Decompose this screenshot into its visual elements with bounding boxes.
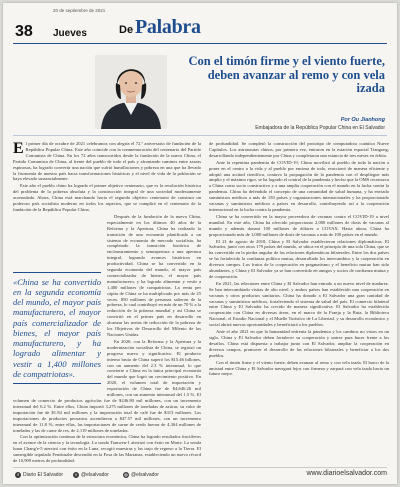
website-link[interactable]: www.diarioelsalvador.com	[306, 470, 387, 477]
paragraph: El 21 de agosto de 2018, China y El Salvador establecieron relaciones diplomáticas. El Salvador, junto con otros 179 países del mundo, se ubica en el principio de una sola China, que se ha convertido en la piedra angular de las relaciones diplomáticas bilaterales. Entre los dos países se ha fortalecido la confianza política mutua, desarrollado los intercambios y la cooperación en diversos campos. Los frutos de la cooperación en pragmatismo y el beneficio mutuo han sido abundantes, y China y El Salvador ya se han convertido en amigos y socios de confianza mutua y de cooperación.	[209, 238, 389, 279]
paragraph: Ante el año 2021 en que la humanidad enfrenta la pandemia y los cambios no vistos en un siglo, China y El Salvador deben fortalecer su cooperación y unirse para hacer frente a los desafíos. China está dispuesta a trabajar junto con El Salvador, ampliar la cooperación en diversos campos, promover el desarrollo de las relaciones bilaterales y beneficiar a los dos pueblos.	[209, 329, 389, 358]
paragraph: Este año el pueblo chino ha logrado el primer objetivo centenario, que es la resolución histórica del problema de la pobreza absoluta y la construcción integral de una sociedad modestamente acomodada. Ahora, China está marchando hacia el segundo objetivo centenario de construir un poderoso país socialista moderno en todos los aspectos, que se cumplirá en el centenario de la fundación de la República Popular China.	[13, 183, 201, 212]
article-column-2	[209, 141, 389, 463]
facebook-icon: f	[15, 472, 21, 478]
paragraph: l primer día de octubre de 2021 celebramos con alegría el 72.º aniversario de fundación de la República Popular China. Este año coincide con la conmemoración del centenario del Partido Comunista de China. En los 72 años transcurridos desde la fundación de la nueva China, el Partido Comunista de China, al frente del pueblo de todo el país y afrontando caminos entre zarzas espinosas, ha logrado convertir una nación que sufrió humillaciones y pobreza en una que ha llevado la fisonomía de nuestro país hacia transformaciones históricas y el nivel de vida de la población se haya elevado sustancialmente.	[13, 141, 201, 182]
facebook-handle: Diario El Salvador	[23, 472, 64, 478]
page-number: 38	[15, 23, 33, 40]
instagram-icon: ◎	[124, 472, 128, 477]
page-footer	[15, 471, 387, 481]
section-logo-title: Palabra	[135, 16, 201, 38]
instagram-handle: @elsalvador	[131, 472, 159, 478]
drop-cap: E	[13, 141, 24, 157]
footer-instagram[interactable]	[123, 472, 159, 478]
twitter-handle: @elsalvador	[81, 472, 109, 478]
footer-twitter[interactable]	[73, 472, 109, 478]
footer-divider	[13, 467, 387, 468]
paragraph: En 2020, con la Reforma y la Apertura y la modernización socialista de China, se registró un progreso nuevo y significativo. El producto interno bruto de China superó los $15.46 billones, con un aumento del 2.3 % interanual, lo que convierte a China en la única principal economía del mundo que logró un crecimiento positivo. En 2020, el volumen total de importación y exportación de China fue de $4,646.26 mil millones, con un aumento interanual del 1.5 %. El volumen de comercio de productos agrícolas fue de $246.80 mil millones, con un incremento interanual del 6.2 %. Entre ellos, China importó 3,275 millones de toneladas de azúcar, su valor de importación fue de $1.84 mil millones y la importación total de café fue de $313 millones. Las importaciones de productos pecuarios ascendieron a $47.57 mil millones, con un incremento interanual de 11.8 %; entre ellas, las importaciones de carne de cerdo fueron de 4,304 millones de toneladas y las de carne de res, de 2,119 millones de toneladas.	[13, 338, 201, 433]
header-divider	[13, 43, 387, 44]
article-headline: Con el timón firme y el viento fuerte, deben avanzar al remo y con vela izada	[188, 54, 385, 95]
newspaper-page	[3, 3, 397, 484]
author-byline: Por Ou Jianhong	[340, 117, 385, 123]
weekday-label: Jueves	[53, 28, 87, 39]
article-column-1	[13, 141, 201, 463]
paragraph: Con el timón firme y el viento fuerte, deben avanzar al remo y con vela izada. El barco de la amistad entre China y El Salvador navegará lejos con firmeza y zarpará con vela izada hacia un futuro mejor.	[209, 359, 389, 377]
pull-quote: «China se ha convertido en la segunda economía del mundo, el mayor país manufacturero, el mayor país comercializador de bienes, el mayor país manufacturero, y ha logrado alimentar y vestir a 1,400 millones de compatriotas».	[13, 272, 101, 384]
paragraph: Ante la repentina pandemia de COVID-19, China movilizó al pueblo de toda la nación a poner en el centro a la vida y al pueblo por encima de todo, reaccionó de manera eficiente y adoptó una actitud científica, contuvo la propagación de la pandemia con el despliegue más amplio y el máximo rigor, se ha logrado el control de la pandemia y hecho que la OMS reconozca a China como socio constructivo y a una amplia cooperación con el mundo en la lucha contra la pandemia. China ha defendido el concepto de una comunidad de salud humana, y ha enviado suministros médicos a más de 150 países y organizaciones internacionales y ha proporcionado vacunas y suministros médicos a países en desarrollo, contribuyendo así a la cooperación internacional en la lucha contra la pandemia.	[209, 159, 389, 212]
pull-quote-box	[13, 272, 101, 394]
paragraph: de profundidad. Se completó la construcción del prototipo de computadora cuántica Nueve Capítulos. Los astronautas chinos, por primera vez, entraron en la estación espacial Tiangong, desarrollando independientemente por China y completaron una estancia de tres meses en órbita.	[209, 141, 389, 158]
author-photo	[95, 55, 167, 129]
headline-divider	[13, 135, 387, 136]
paragraph: En 2021, las relaciones entre China y El Salvador han entrado a un nuevo nivel de madurez. Se han intercambiado visitas de alto nivel, y ambos países han establecido una cooperación en vacunas y otros productos sanitarios. China ha donado a El Salvador una gran cantidad de vacunas y suministros médicos, fortaleciendo el sistema de salud del país. El comercio bilateral entre China y El Salvador ha crecido de manera significativa. El Salvador ha establecido cooperación con China en diversas áreas, en el marco de la Franja y la Ruta, la Biblioteca Nacional, el Estadio Nacional y el Muelle Turístico de La Libertad, y su desarrollo económico y social abrirá nuevas oportunidades y beneficiará a los pueblos.	[209, 280, 389, 328]
byline-block	[203, 117, 385, 131]
section-logo	[119, 17, 229, 39]
paragraph: Después de la fundación de la nueva China, especialmente en los últimos 40 años de la Reforma y la Apertura, China ha realizado la transición de una economía planificada a un sistema de economía de mercado socialista, ha completado la transición histórica de enclaustramiento y semiapertura a una apertura integral, logrando avances históricos en productividad. China se ha convertido en la segunda economía del mundo, el mayor país comercializador de bienes, el mayor país manufacturero, y ha logrado alimentar y vestir a 1,400 millones de compatriotas. La renta per cápita de China se ha multiplicado por más de 25 veces. 850 millones de personas salieron de la pobreza, lo cual contribuyó en más de un 70 % a la reducción de la pobreza mundial y así China se convirtió en el primer país en desarrollo en alcanzar las metas de reducción de la pobreza de los Objetivos de Desarrollo del Milenio de las Naciones Unidas.	[107, 213, 201, 337]
issue-date: 20 de septiembre de 2021	[53, 8, 106, 13]
twitter-icon: t	[73, 472, 79, 478]
author-role: Embajadora de la República Popular China en El Salvador	[255, 125, 385, 131]
section-logo-prefix: De	[119, 24, 134, 36]
paragraph: China se ha convertido en la mayor proveedora de vacunas contra el COVID-19 a nivel mundial. En este año, China ha ofrecido proporcionar 2,000 millones de dosis de vacunas al mundo y además donará 100 millones de dólares a COVAX. Hasta ahora, China ha proporcionado más de 1,000 millones de dosis de vacunas a más de 100 países en el mundo.	[209, 213, 389, 237]
paragraph: Con la optimización continua de la estructura económica, China ha logrado resultados fructíferos en el avance de la ciencia y la tecnología. La sonda Tianwen-1 aterrizó con éxito en Marte. La sonda lunar Chang'e-5 aterrizó con éxito en la Luna, recogió muestras y las trajo de regreso a la Tierra. El sumergible tripulado Fendouzhe descendió en la Fosa de las Marianas, estableciendo un nuevo récord de 10,909 metros de profundidad.	[13, 434, 201, 463]
footer-facebook[interactable]	[15, 472, 63, 478]
